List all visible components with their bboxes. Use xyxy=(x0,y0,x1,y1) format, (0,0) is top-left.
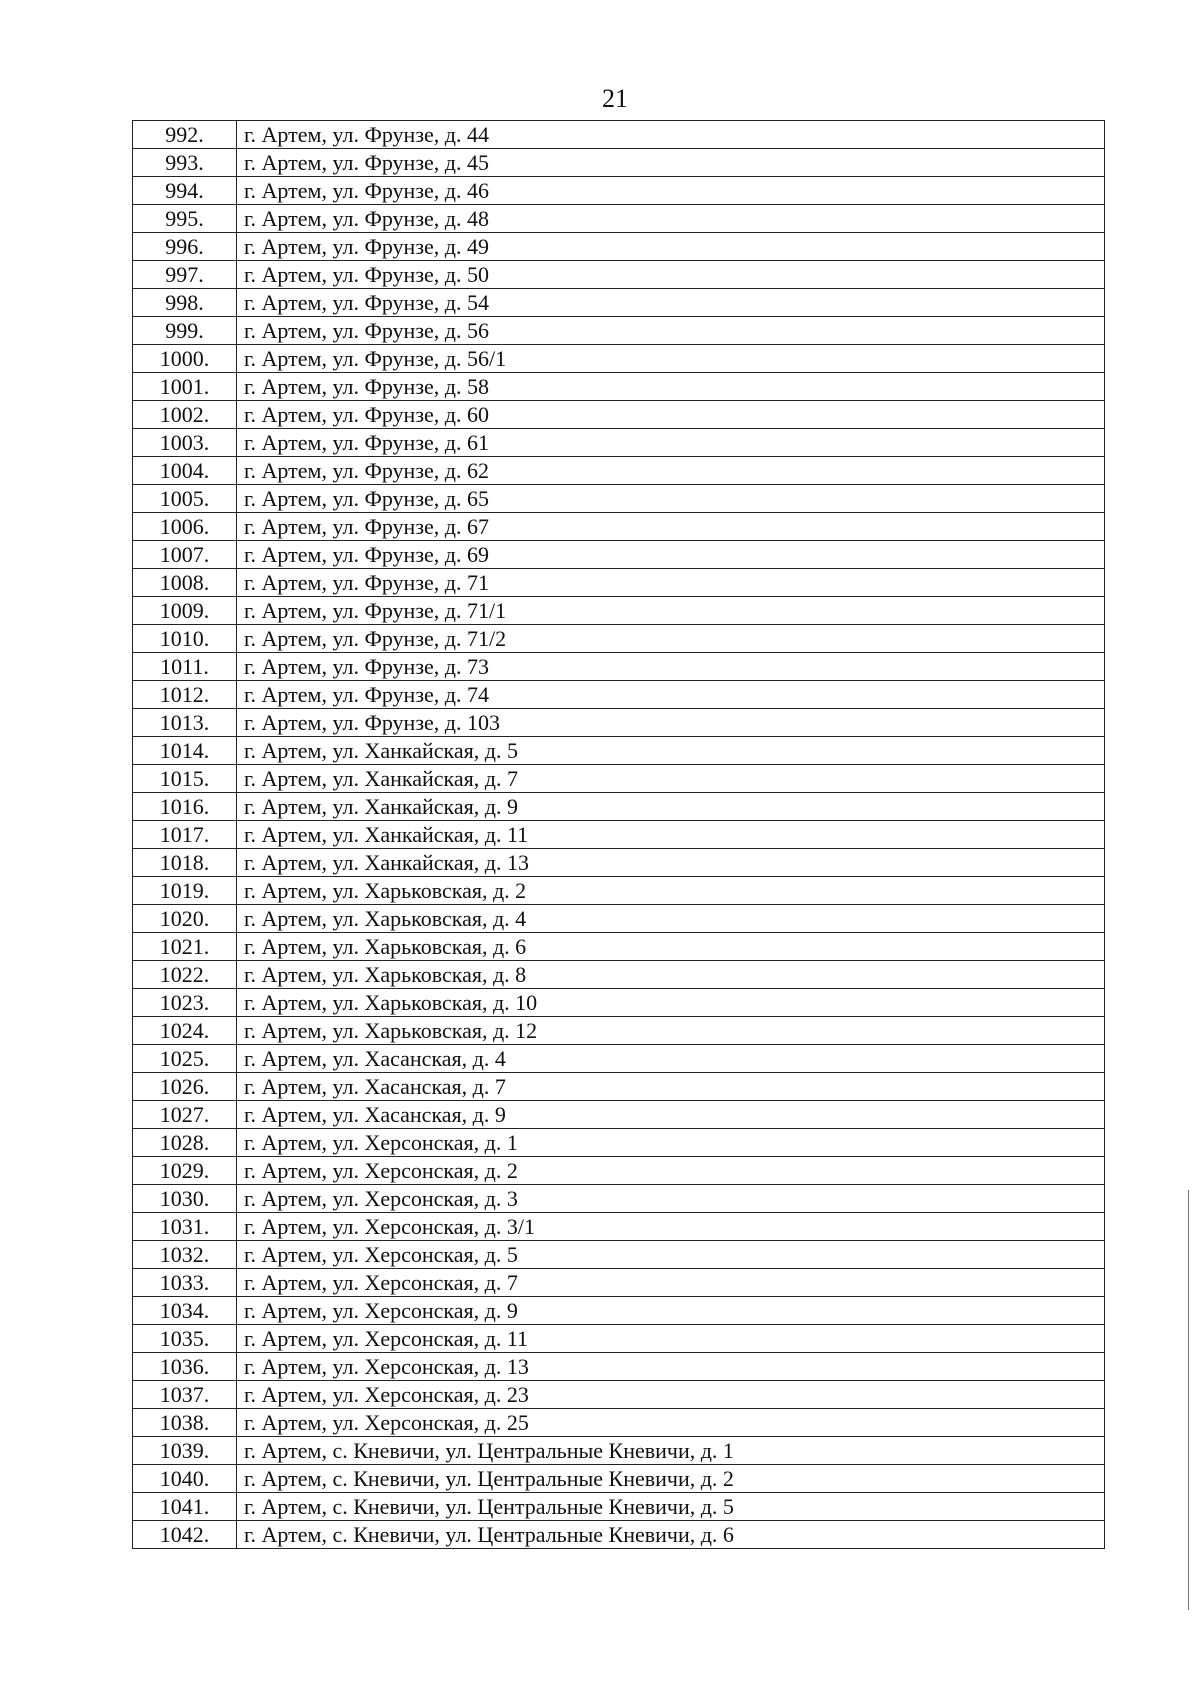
row-number-cell: 1003. xyxy=(133,429,237,457)
table-row xyxy=(133,849,1105,877)
table-row xyxy=(133,233,1105,261)
row-number-cell: 1009. xyxy=(133,597,237,625)
table-row xyxy=(133,457,1105,485)
address-cell: г. Артем, ул. Фрунзе, д. 71 xyxy=(237,569,1105,597)
table-row xyxy=(133,877,1105,905)
address-cell: г. Артем, ул. Фрунзе, д. 69 xyxy=(237,541,1105,569)
row-number-cell: 994. xyxy=(133,177,237,205)
table-row xyxy=(133,765,1105,793)
address-cell: г. Артем, с. Кневичи, ул. Центральные Кневичи, д. 6 xyxy=(237,1521,1105,1549)
address-table-body xyxy=(133,121,1105,1549)
row-number-cell: 1036. xyxy=(133,1353,237,1381)
address-cell: г. Артем, ул. Херсонская, д. 3 xyxy=(237,1185,1105,1213)
address-cell: г. Артем, ул. Фрунзе, д. 62 xyxy=(237,457,1105,485)
row-number-cell: 1028. xyxy=(133,1129,237,1157)
address-cell: г. Артем, ул. Фрунзе, д. 65 xyxy=(237,485,1105,513)
table-row xyxy=(133,709,1105,737)
row-number-cell: 1023. xyxy=(133,989,237,1017)
table-row xyxy=(133,933,1105,961)
address-cell: г. Артем, ул. Ханкайская, д. 5 xyxy=(237,737,1105,765)
row-number-cell: 1031. xyxy=(133,1213,237,1241)
table-row xyxy=(133,1017,1105,1045)
table-row xyxy=(133,1465,1105,1493)
table-row xyxy=(133,345,1105,373)
address-cell: г. Артем, ул. Ханкайская, д. 7 xyxy=(237,765,1105,793)
table-row xyxy=(133,625,1105,653)
row-number-cell: 1038. xyxy=(133,1409,237,1437)
table-row xyxy=(133,317,1105,345)
table-row xyxy=(133,513,1105,541)
row-number-cell: 1017. xyxy=(133,821,237,849)
scan-edge-line xyxy=(1188,1190,1189,1610)
address-cell: г. Артем, ул. Фрунзе, д. 48 xyxy=(237,205,1105,233)
table-row xyxy=(133,149,1105,177)
table-row xyxy=(133,821,1105,849)
row-number-cell: 997. xyxy=(133,261,237,289)
table-row xyxy=(133,1073,1105,1101)
address-cell: г. Артем, ул. Ханкайская, д. 11 xyxy=(237,821,1105,849)
row-number-cell: 998. xyxy=(133,289,237,317)
address-cell: г. Артем, ул. Фрунзе, д. 45 xyxy=(237,149,1105,177)
table-row xyxy=(133,289,1105,317)
row-number-cell: 1011. xyxy=(133,653,237,681)
address-cell: г. Артем, ул. Фрунзе, д. 71/2 xyxy=(237,625,1105,653)
row-number-cell: 1040. xyxy=(133,1465,237,1493)
row-number-cell: 1000. xyxy=(133,345,237,373)
row-number-cell: 999. xyxy=(133,317,237,345)
row-number-cell: 1033. xyxy=(133,1269,237,1297)
row-number-cell: 1016. xyxy=(133,793,237,821)
row-number-cell: 1022. xyxy=(133,961,237,989)
address-cell: г. Артем, ул. Ханкайская, д. 13 xyxy=(237,849,1105,877)
row-number-cell: 1042. xyxy=(133,1521,237,1549)
row-number-cell: 1001. xyxy=(133,373,237,401)
address-cell: г. Артем, с. Кневичи, ул. Центральные Кневичи, д. 2 xyxy=(237,1465,1105,1493)
address-cell: г. Артем, ул. Фрунзе, д. 71/1 xyxy=(237,597,1105,625)
address-cell: г. Артем, ул. Херсонская, д. 7 xyxy=(237,1269,1105,1297)
row-number-cell: 1030. xyxy=(133,1185,237,1213)
address-cell: г. Артем, ул. Фрунзе, д. 54 xyxy=(237,289,1105,317)
row-number-cell: 996. xyxy=(133,233,237,261)
address-cell: г. Артем, с. Кневичи, ул. Центральные Кневичи, д. 1 xyxy=(237,1437,1105,1465)
table-row xyxy=(133,1213,1105,1241)
table-row xyxy=(133,597,1105,625)
address-cell: г. Артем, ул. Харьковская, д. 2 xyxy=(237,877,1105,905)
table-row xyxy=(133,793,1105,821)
address-cell: г. Артем, ул. Херсонская, д. 9 xyxy=(237,1297,1105,1325)
row-number-cell: 1035. xyxy=(133,1325,237,1353)
table-row xyxy=(133,1185,1105,1213)
row-number-cell: 1034. xyxy=(133,1297,237,1325)
table-row xyxy=(133,653,1105,681)
table-row xyxy=(133,1409,1105,1437)
address-cell: г. Артем, ул. Фрунзе, д. 60 xyxy=(237,401,1105,429)
row-number-cell: 1027. xyxy=(133,1101,237,1129)
address-cell: г. Артем, ул. Хасанская, д. 4 xyxy=(237,1045,1105,1073)
table-row xyxy=(133,177,1105,205)
address-cell: г. Артем, ул. Харьковская, д. 10 xyxy=(237,989,1105,1017)
address-cell: г. Артем, ул. Фрунзе, д. 49 xyxy=(237,233,1105,261)
table-row xyxy=(133,737,1105,765)
row-number-cell: 1021. xyxy=(133,933,237,961)
address-cell: г. Артем, ул. Херсонская, д. 25 xyxy=(237,1409,1105,1437)
table-row xyxy=(133,681,1105,709)
table-row xyxy=(133,261,1105,289)
address-cell: г. Артем, ул. Херсонская, д. 11 xyxy=(237,1325,1105,1353)
row-number-cell: 1007. xyxy=(133,541,237,569)
row-number-cell: 1020. xyxy=(133,905,237,933)
table-row xyxy=(133,989,1105,1017)
address-cell: г. Артем, ул. Херсонская, д. 1 xyxy=(237,1129,1105,1157)
address-cell: г. Артем, ул. Фрунзе, д. 50 xyxy=(237,261,1105,289)
row-number-cell: 995. xyxy=(133,205,237,233)
row-number-cell: 1005. xyxy=(133,485,237,513)
row-number-cell: 1014. xyxy=(133,737,237,765)
address-cell: г. Артем, ул. Фрунзе, д. 61 xyxy=(237,429,1105,457)
address-cell: г. Артем, ул. Харьковская, д. 4 xyxy=(237,905,1105,933)
row-number-cell: 1008. xyxy=(133,569,237,597)
table-row xyxy=(133,961,1105,989)
address-cell: г. Артем, с. Кневичи, ул. Центральные Кневичи, д. 5 xyxy=(237,1493,1105,1521)
table-row xyxy=(133,541,1105,569)
address-cell: г. Артем, ул. Харьковская, д. 12 xyxy=(237,1017,1105,1045)
address-cell: г. Артем, ул. Фрунзе, д. 58 xyxy=(237,373,1105,401)
row-number-cell: 1026. xyxy=(133,1073,237,1101)
address-table xyxy=(132,120,1105,1549)
row-number-cell: 1032. xyxy=(133,1241,237,1269)
table-row xyxy=(133,373,1105,401)
address-cell: г. Артем, ул. Херсонская, д. 23 xyxy=(237,1381,1105,1409)
row-number-cell: 1013. xyxy=(133,709,237,737)
row-number-cell: 1004. xyxy=(133,457,237,485)
address-cell: г. Артем, ул. Хасанская, д. 7 xyxy=(237,1073,1105,1101)
table-row xyxy=(133,1241,1105,1269)
table-row xyxy=(133,1493,1105,1521)
row-number-cell: 993. xyxy=(133,149,237,177)
page-number: 21 xyxy=(602,84,628,113)
table-row xyxy=(133,1437,1105,1465)
row-number-cell: 1039. xyxy=(133,1437,237,1465)
address-cell: г. Артем, ул. Харьковская, д. 8 xyxy=(237,961,1105,989)
address-cell: г. Артем, ул. Фрунзе, д. 46 xyxy=(237,177,1105,205)
table-row xyxy=(133,1045,1105,1073)
row-number-cell: 1012. xyxy=(133,681,237,709)
address-cell: г. Артем, ул. Фрунзе, д. 73 xyxy=(237,653,1105,681)
row-number-cell: 1029. xyxy=(133,1157,237,1185)
row-number-cell: 1002. xyxy=(133,401,237,429)
address-cell: г. Артем, ул. Ханкайская, д. 9 xyxy=(237,793,1105,821)
table-row xyxy=(133,1521,1105,1549)
address-cell: г. Артем, ул. Херсонская, д. 3/1 xyxy=(237,1213,1105,1241)
address-cell: г. Артем, ул. Хасанская, д. 9 xyxy=(237,1101,1105,1129)
address-cell: г. Артем, ул. Херсонская, д. 5 xyxy=(237,1241,1105,1269)
table-row xyxy=(133,485,1105,513)
address-cell: г. Артем, ул. Харьковская, д. 6 xyxy=(237,933,1105,961)
table-row xyxy=(133,1129,1105,1157)
table-row xyxy=(133,1101,1105,1129)
address-cell: г. Артем, ул. Фрунзе, д. 56 xyxy=(237,317,1105,345)
row-number-cell: 1024. xyxy=(133,1017,237,1045)
address-cell: г. Артем, ул. Фрунзе, д. 44 xyxy=(237,121,1105,149)
row-number-cell: 1018. xyxy=(133,849,237,877)
address-cell: г. Артем, ул. Херсонская, д. 2 xyxy=(237,1157,1105,1185)
table-row xyxy=(133,205,1105,233)
row-number-cell: 1010. xyxy=(133,625,237,653)
address-cell: г. Артем, ул. Херсонская, д. 13 xyxy=(237,1353,1105,1381)
table-row xyxy=(133,1353,1105,1381)
table-row xyxy=(133,1297,1105,1325)
row-number-cell: 1025. xyxy=(133,1045,237,1073)
table-row xyxy=(133,121,1105,149)
table-row xyxy=(133,1269,1105,1297)
table-row xyxy=(133,1157,1105,1185)
row-number-cell: 992. xyxy=(133,121,237,149)
table-row xyxy=(133,429,1105,457)
row-number-cell: 1037. xyxy=(133,1381,237,1409)
table-row xyxy=(133,401,1105,429)
row-number-cell: 1006. xyxy=(133,513,237,541)
address-cell: г. Артем, ул. Фрунзе, д. 67 xyxy=(237,513,1105,541)
table-row xyxy=(133,905,1105,933)
row-number-cell: 1041. xyxy=(133,1493,237,1521)
row-number-cell: 1015. xyxy=(133,765,237,793)
address-cell: г. Артем, ул. Фрунзе, д. 103 xyxy=(237,709,1105,737)
table-row xyxy=(133,1381,1105,1409)
table-row xyxy=(133,569,1105,597)
address-cell: г. Артем, ул. Фрунзе, д. 74 xyxy=(237,681,1105,709)
address-cell: г. Артем, ул. Фрунзе, д. 56/1 xyxy=(237,345,1105,373)
row-number-cell: 1019. xyxy=(133,877,237,905)
table-row xyxy=(133,1325,1105,1353)
